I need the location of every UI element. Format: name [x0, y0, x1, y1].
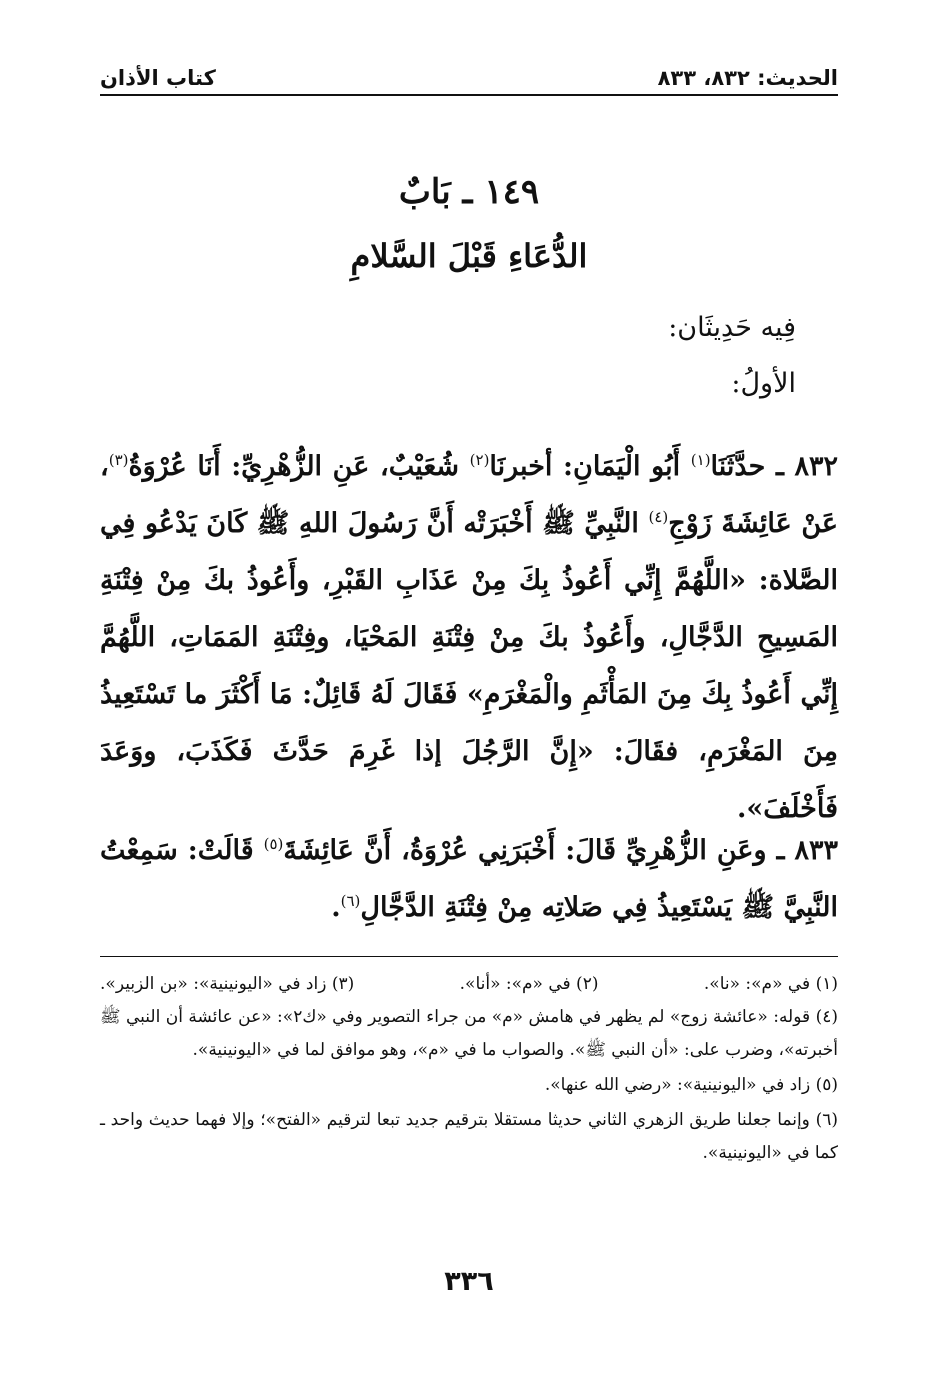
footnote-4: (٤) قوله: «عائشة زوج» لم يظهر في هامش «م» من جراء التصوير وفي «ك٢»: «عن عائشة أن النبي ﷺ أخبرته»، وضرب على: «أن النبي ﷺ». والصواب ما في «م»، وهو موافق لما في «اليونينية».: [100, 1007, 838, 1060]
hadith-number: ٨٣٣ ـ: [776, 835, 838, 866]
footnote-marker: (٢): [469, 451, 490, 469]
hadith-832: [100, 438, 838, 837]
hadith-text: قَالَتْ: سَمِعْتُ النَّبِيَّ ﷺ يَسْتَعِيذُ فِي صَلاتِه مِنْ فِتْنَةِ الدَّجَّالِ: [100, 835, 838, 923]
chapter-number: ١٤٩ ـ بَابٌ: [398, 172, 540, 212]
footnote-6: (٦) وإنما جعلنا طريق الزهري الثاني حديثا مستقلا بترقيم جديد تبعا لترقيم «الفتح»؛ وإلا فهما حديث واحد ـ كما في «اليونينية».: [100, 1110, 838, 1163]
footnote-marker: (٥): [263, 835, 284, 853]
hadith-833: [100, 822, 838, 936]
header-rule: [100, 94, 838, 96]
hadith-text: شُعَيْبٌ، عَنِ الزُّهْرِيِّ: أَنَا عُرْوَةُ: [128, 451, 470, 482]
hadith-text: وعَنِ الزُّهْرِيِّ قَالَ: أَخْبَرَنِي عُرْوَةُ، أَنَّ عَائِشَةَ: [283, 835, 767, 866]
footnote-1: (١) في «م»: «نا».: [703, 974, 838, 994]
header-book-title: كتاب الأذان: [100, 66, 216, 90]
footnote-marker: (٣): [108, 451, 129, 469]
footnote-5: (٥) زاد في «اليونينية»: «رضي الله عنها».: [544, 1075, 838, 1095]
chapter-title: الدُّعَاءِ قَبْلَ السَّلامِ: [350, 237, 588, 275]
hadith-text: أَبُو الْيَمَانِ: أخبرنَا: [489, 451, 691, 482]
hadith-text: .: [331, 892, 341, 923]
hadith-text: حدَّثَنَا: [710, 451, 766, 482]
footnote-marker: (١): [690, 451, 711, 469]
hadith-number: ٨٣٢ ـ: [775, 451, 839, 482]
header-hadith-range: الحديث: ٨٣٢، ٨٣٣: [657, 66, 838, 90]
footnote-row: [100, 968, 838, 1001]
footnotes: [100, 968, 838, 1172]
footnote-2: (٢) في «م»: «أنا».: [459, 974, 599, 994]
footnote-separator: [100, 956, 838, 957]
footnote-marker: (٦): [340, 892, 361, 910]
running-header: [100, 52, 838, 90]
hadith-text: النَّبِيِّ ﷺ أَخْبَرَتْه أَنَّ رَسُولَ اللهِ ﷺ كَانَ يَدْعُو فِي الصَّلاة: «اللَّهُمَّ إِنِّي أَعُوذُ بِكَ مِنْ عَذَابِ القَبْرِ، وأَعُوذُ بكَ مِنْ فِتْنَةِ المَسِيحِ الدَّجَّالِ، وأَعُوذُ بكَ مِنْ فِتْنَةِ المَحْيَا، وفِتْنَةِ المَمَاتِ، اللَّهُمَّ إِنِّي أَعُوذُ بِكَ مِنَ المَأْثَمِ والْمَغْرَمِ» فَقَالَ لَهُ قَائِلٌ: مَا أَكْثَرَ ما تَسْتَعِيذُ مِنَ المَغْرَمِ، فقَالَ: «إِنَّ الرَّجُلَ إذا غَرِمَ حَدَّثَ فَكَذَبَ، ووَعَدَ فَأَخْلَفَ».: [100, 508, 838, 824]
footnote-marker: (٤): [648, 508, 669, 526]
hadith-text: ، عَنْ عَائِشَةَ زَوْجِ: [100, 451, 838, 539]
intro-line-1: فِيه حَدِيثَان:: [668, 312, 796, 343]
intro-line-2: الأولُ:: [731, 368, 796, 399]
footnote-3: (٣) زاد في «اليونينية»: «بن الزبير».: [100, 974, 355, 994]
page-number: ٣٣٦: [444, 1266, 494, 1297]
